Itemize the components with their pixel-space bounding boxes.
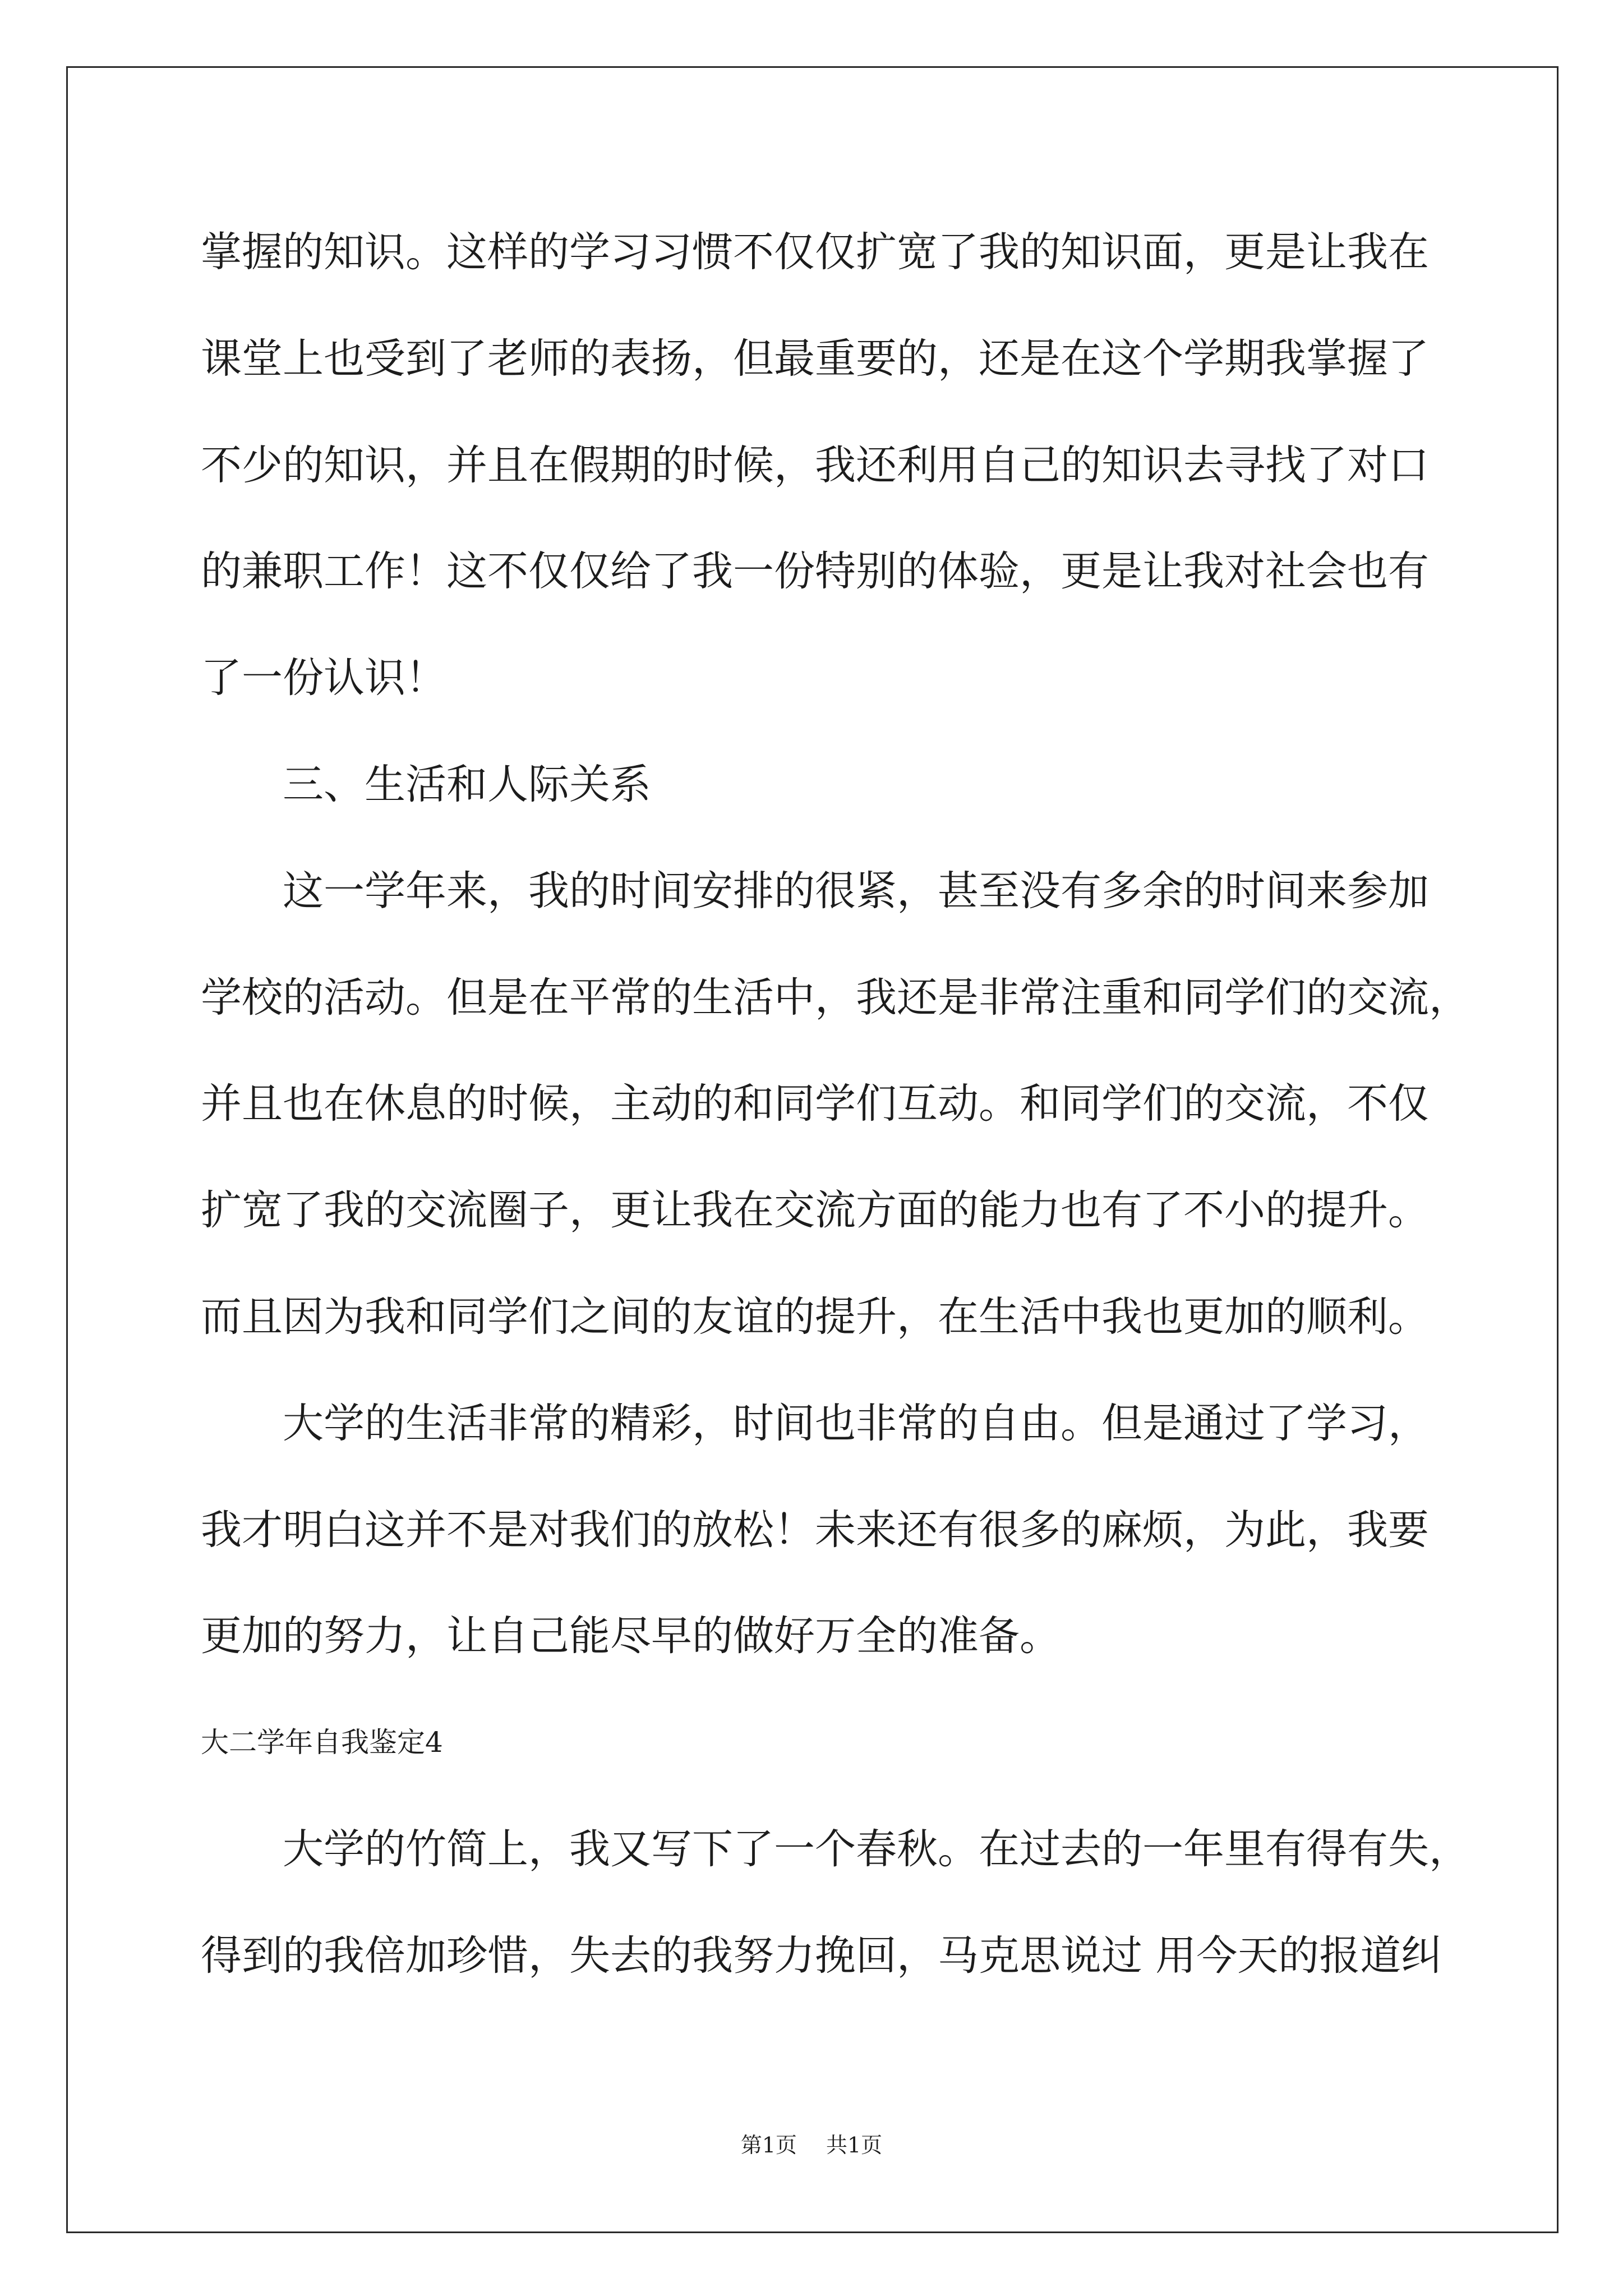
paragraph-line: 并且也在休息的时候，主动的和同学们互动。和同学们的交流，不仅	[201, 1080, 1429, 1128]
paragraph-line: 大学的生活非常的精彩，时间也非常的自由。但是通过了学习，	[283, 1399, 1429, 1447]
subsection-heading: 三、生活和人际关系	[283, 760, 651, 808]
paragraph-line: 我才明白这并不是对我们的放松！未来还有很多的麻烦，为此，我要	[201, 1506, 1429, 1554]
paragraph-line: 了一份认识！	[201, 654, 446, 702]
page-total: 共1页	[826, 2133, 883, 2157]
page-number: 第1页	[740, 2133, 797, 2157]
paragraph-line: 的兼职工作！这不仅仅给了我一份特别的体验，更是让我对社会也有	[201, 547, 1429, 596]
page-footer	[0, 2132, 1623, 2159]
section-title: 大二学年自我鉴定4	[201, 1726, 443, 1759]
paragraph-line: 不少的知识，并且在假期的时候，我还利用自己的知识去寻找了对口	[201, 441, 1429, 489]
paragraph-line: 掌握的知识。这样的学习习惯不仅仅扩宽了我的知识面，更是让我在	[201, 228, 1429, 276]
paragraph-line: 学校的活动。但是在平常的生活中，我还是非常注重和同学们的交流，	[201, 973, 1470, 1022]
paragraph-line: 而且因为我和同学们之间的友谊的提升，在生活中我也更加的顺利。	[201, 1292, 1429, 1341]
paragraph-line: 得到的我倍加珍惜，失去的我努力挽回，马克思说过 用今天的报道纠	[201, 1931, 1442, 1980]
continued-paragraph	[201, 199, 1524, 731]
paragraph-line: 更加的努力，让自己能尽早的做好万全的准备。	[201, 1612, 1061, 1660]
paragraph	[201, 838, 1524, 1370]
paragraph-line: 这一学年来，我的时间安排的很紧，甚至没有多余的时间来参加	[283, 867, 1429, 915]
paragraph-line: 大学的竹简上，我又写下了一个春秋。在过去的一年里有得有失，	[283, 1825, 1470, 1873]
document-body	[201, 199, 1524, 2009]
paragraph-line: 扩宽了我的交流圈子，更让我在交流方面的能力也有了不小的提升。	[201, 1186, 1429, 1235]
paragraph	[201, 1370, 1524, 1690]
paragraph	[201, 1796, 1524, 2009]
paragraph-line: 课堂上也受到了老师的表扬，但最重要的，还是在这个学期我掌握了	[201, 334, 1429, 383]
